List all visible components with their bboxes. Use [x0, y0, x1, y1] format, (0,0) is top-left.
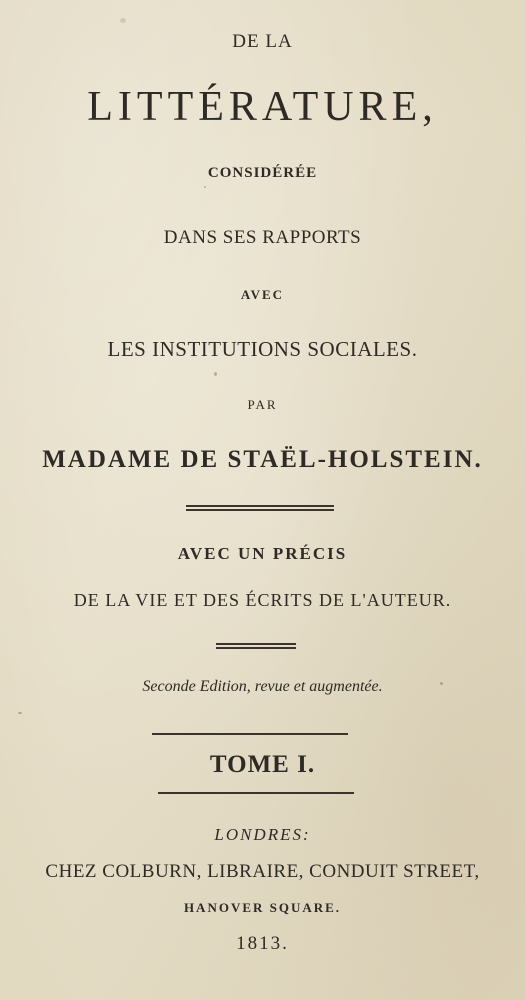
book-title: LITTÉRATURE, [87, 84, 438, 130]
subtitle-institutions: LES INSTITUTIONS SOCIALES. [107, 337, 418, 361]
rule-above-tome [152, 733, 348, 735]
volume-label: TOME I. [209, 751, 316, 778]
edition-note: Seconde Edition, revue et augmentée. [142, 678, 383, 695]
double-rule-divider [186, 505, 334, 511]
byline-par: PAR [247, 397, 278, 412]
rule-below-tome [158, 792, 354, 794]
author-name: MADAME DE STAËL-HOLSTEIN. [42, 446, 483, 473]
subtitle-consideree: CONSIDÉRÉE [207, 165, 318, 181]
precis-line-1: AVEC UN PRÉCIS [177, 544, 348, 563]
paper-speck [214, 372, 217, 376]
imprint-publisher: CHEZ COLBURN, LIBRAIRE, CONDUIT STREET, [45, 861, 480, 882]
short-double-rule [216, 643, 296, 649]
imprint-place: LONDRES: [214, 825, 311, 844]
paper-speck [120, 18, 126, 23]
subtitle-dans-ses-rapports: DANS SES RAPPORTS [163, 227, 362, 248]
paper-speck [440, 682, 443, 685]
imprint-year: 1813. [236, 933, 289, 954]
paper-speck [204, 186, 206, 188]
subtitle-avec: AVEC [240, 287, 285, 302]
paper-speck [18, 712, 22, 714]
prefix-de-la: DE LA [232, 31, 293, 52]
precis-line-2: DE LA VIE ET DES ÉCRITS DE L'AUTEUR. [73, 590, 452, 610]
imprint-address: HANOVER SQUARE. [183, 900, 342, 915]
